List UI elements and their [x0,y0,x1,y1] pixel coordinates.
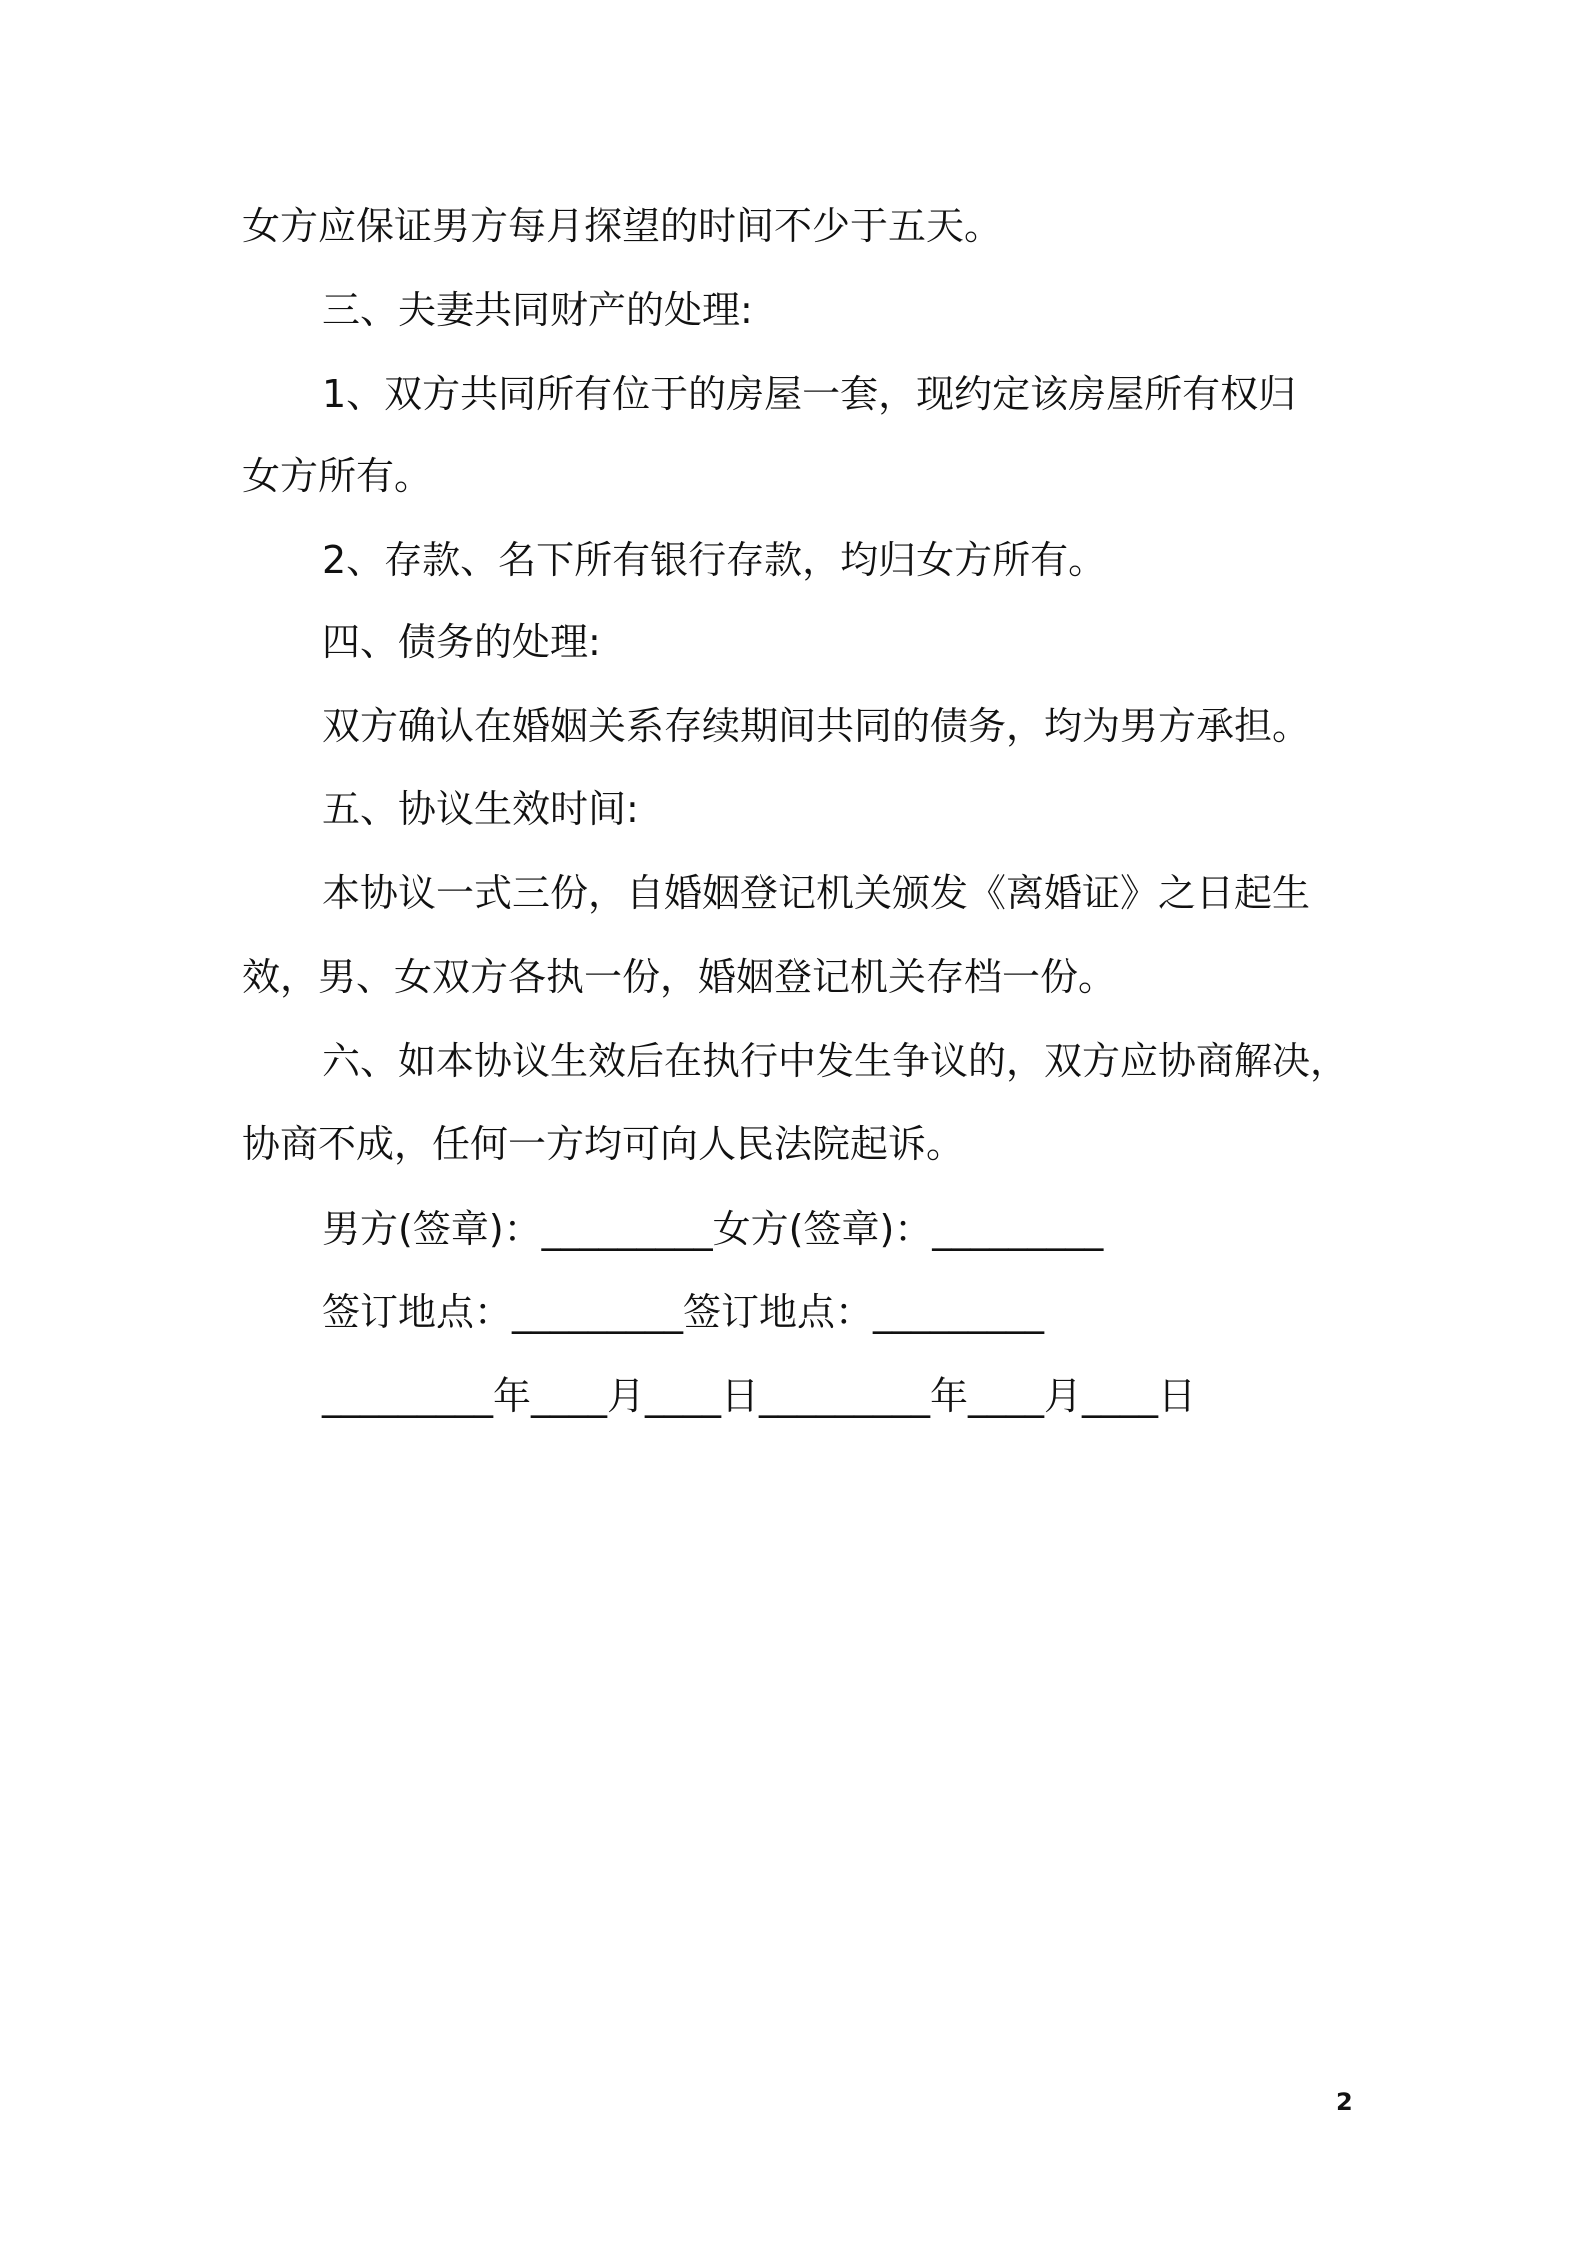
text-line: 女方所有。 [242,454,433,498]
text-line: 协商不成，任何一方均可向人民法院起诉。 [242,1122,965,1166]
text-line: 女方应保证男方每月探望的时间不少于五天。 [242,204,1003,248]
section-heading: 四、债务的处理: [322,620,601,664]
text-line: 1、双方共同所有位于的房屋一套，现约定该房屋所有权归 [322,372,1297,416]
text-line: 双方确认在婚姻关系存续期间共同的债务，均为男方承担。 [322,704,1311,748]
section-heading: 五、协议生效时间: [322,787,639,831]
text-line: 效，男、女双方各执一份，婚姻登记机关存档一份。 [242,955,1117,999]
text-line: 2、存款、名下所有银行存款，均归女方所有。 [322,538,1107,582]
date-line: _________年____月____日_________年____月____日 [322,1374,1197,1418]
text-line: 本协议一式三份，自婚姻登记机关颁发《离婚证》之日起生 [322,871,1311,915]
text-line: 六、如本协议生效后在执行中发生争议的，双方应协商解决， [322,1039,1349,1083]
page-number: 2 [1336,2088,1353,2116]
signature-line: 男方(签章)：_________女方(签章)：_________ [322,1207,1104,1251]
signing-location-line: 签订地点：_________签订地点：_________ [322,1290,1045,1334]
section-heading: 三、夫妻共同财产的处理: [322,288,753,332]
